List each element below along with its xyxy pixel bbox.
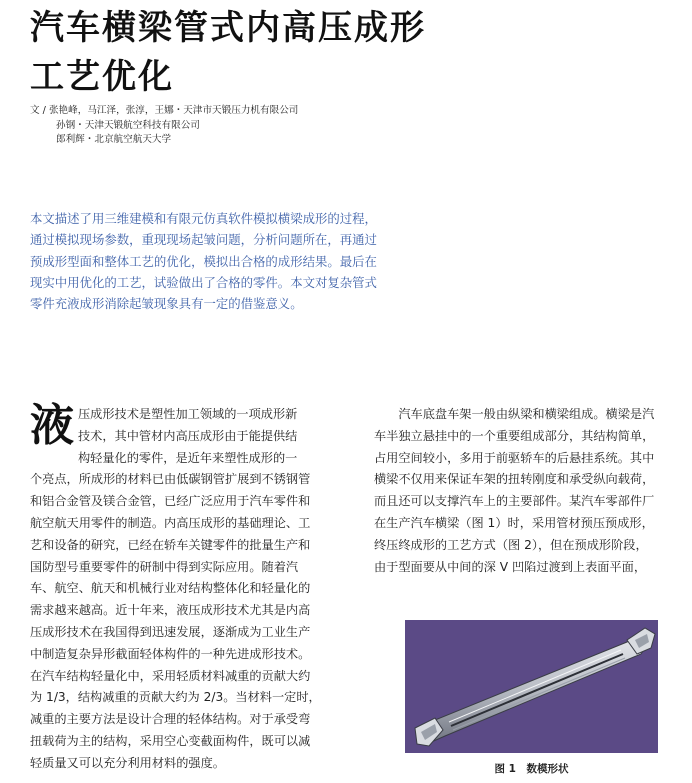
body-line: 终压终成形的工艺方式（图 2），但在预成形阶段，	[374, 537, 648, 552]
body-line: 在生产汽车横梁（图 1）时，采用管材预压预成形，	[374, 515, 654, 530]
body-line: 汽车底盘车架一般由纵梁和横梁组成。横梁是汽	[374, 407, 655, 421]
body-line: 车、航空、航天和机械行业对结构整体化和轻量化的	[30, 581, 311, 596]
body-line: 压成形技术在我国得到迅速发展，逐渐成为工业生产	[30, 624, 311, 639]
body-line: 中制造复杂异形截面轻体构件的一种先进成形技术。	[30, 646, 311, 661]
abstract-line: 现实中用优化的工艺，试验做出了合格的零件。本文对复杂管式	[30, 274, 377, 290]
body-line: 横梁不仅用来保证车架的扭转刚度和承受纵向载荷，	[374, 472, 655, 487]
body-line: 减重的主要方法是设计合理的轻体结构。对于承受弯	[30, 712, 311, 727]
author-line-2: 孙钢・天津天锻航空科技有限公司	[56, 119, 200, 131]
body-line: 个亮点，所成形的材料已由低碳钢管扩展到不锈钢管	[30, 472, 311, 487]
body-line: 压成形技术是塑性加工领域的一项成形新	[78, 407, 298, 421]
article-title	[30, 4, 426, 102]
body-line: 在汽车结构轻量化中，采用轻质材料减重的贡献大约	[30, 668, 311, 683]
title-line-1: 汽车横梁管式内高压成形	[30, 8, 426, 48]
body-column-left	[30, 400, 343, 775]
body-line: 艺和设备的研究，已经在轿车关键零件的批量生产和	[30, 537, 311, 552]
body-line: 技术，其中管材内高压成形由于能提供结	[78, 428, 298, 443]
abstract-line: 本文描述了用三维建模和有限元仿真软件模拟横梁成形的过程，	[30, 211, 377, 226]
body-line: 由于型面要从中间的深 V 凹陷过渡到上表面平面，	[374, 559, 647, 574]
body-line: 车半独立悬挂中的一个重要组成部分，其结构简单，	[374, 428, 655, 443]
author-row-1	[30, 104, 298, 119]
body-line: 为 1/3，结构减重的贡献大约为 2/3。当材料一定时，	[30, 690, 321, 705]
crossbeam-model-image	[405, 620, 658, 753]
abstract-line: 通过模拟现场参数，重现现场起皱问题，分析问题所在，再通过	[30, 232, 377, 248]
author-prefix: 文 /	[30, 105, 46, 116]
body-line: 航空航天用零件的制造。内高压成形的基础理论、工	[30, 515, 311, 530]
body-line: 需求越来越高。近十年来，液压成形技术尤其是内高	[30, 603, 311, 618]
body-line: 构轻量化的零件，是近年来塑性成形的一	[78, 450, 298, 465]
body-line: 占用空间较小，多用于前驱轿车的后悬挂系统。其中	[374, 450, 655, 465]
body-line: 轻质量又可以充分利用材料的强度。	[30, 755, 225, 770]
figure-crossbeam-model	[405, 620, 658, 753]
abstract	[30, 208, 415, 314]
figure-caption: 图 1 数模形状	[494, 763, 569, 775]
body-column-right	[374, 404, 687, 578]
author-line-1: 张艳峰，马江泽，张淳，王娜・天津市天锻压力机有限公司	[48, 105, 299, 116]
body-line: 国防型号重要零件的研制中得到实际应用。随着汽	[30, 559, 299, 574]
body-line: 扭载荷为主的结构，采用空心变截面构件，既可以减	[30, 733, 311, 748]
author-line-3: 郎利辉・北京航空航天大学	[56, 134, 172, 145]
author-block	[30, 104, 298, 148]
abstract-line: 零件充液成形消除起皱现象具有一定的借鉴意义。	[30, 296, 303, 312]
abstract-line: 预成形型面和整体工艺的优化，模拟出合格的成形结果。最后在	[30, 253, 377, 269]
crossbeam-part	[415, 628, 655, 746]
title-line-2: 工艺优化	[30, 57, 174, 97]
body-line: 和铝合金管及镁合金管，已经广泛应用于汽车零件和	[30, 494, 311, 509]
body-line: 而且还可以支撑汽车上的主要部件。某汽车零部件厂	[374, 494, 655, 509]
drop-cap: 液	[30, 400, 74, 451]
